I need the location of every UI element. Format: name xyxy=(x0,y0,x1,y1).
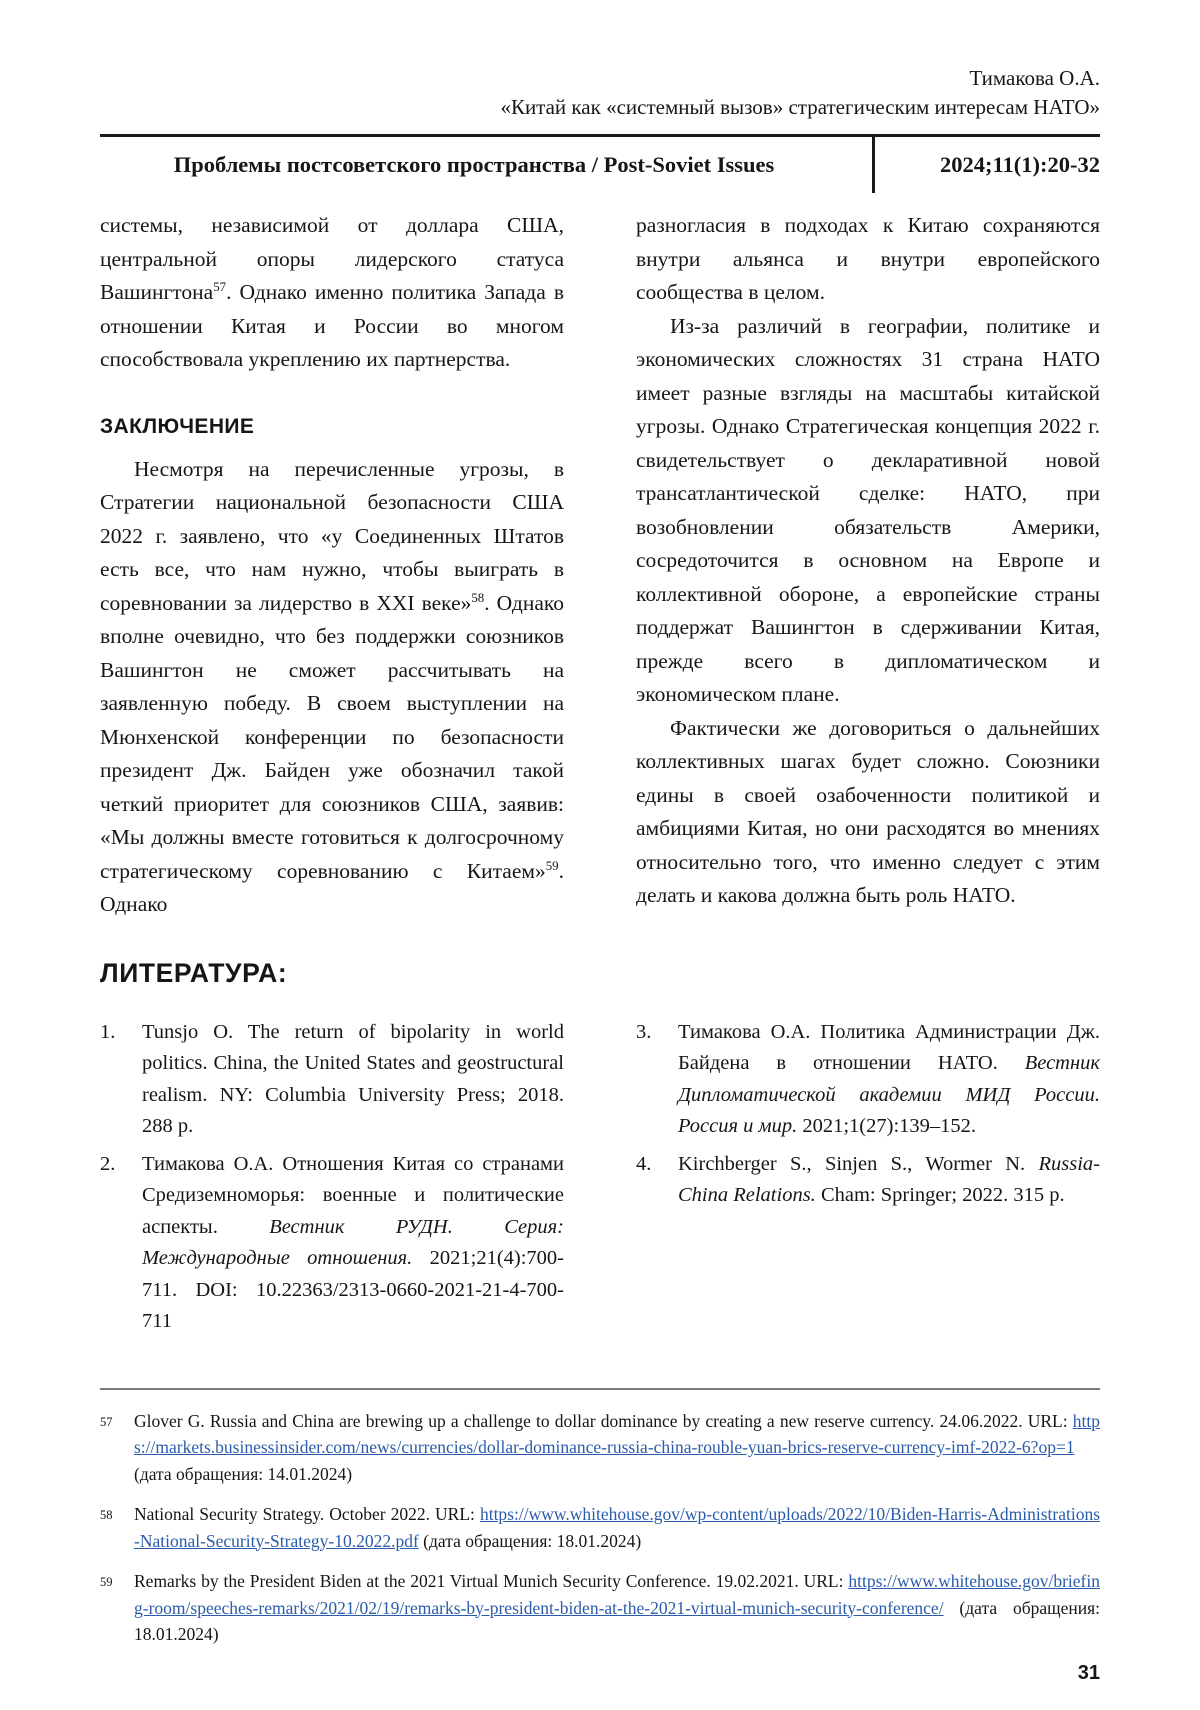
reference-text: Kirchberger S., Sinjen S., Wormer N. Russia-China Relations. Cham: Springer; 2022. 315 p. xyxy=(678,1152,1100,1206)
footnote-text: Remarks by the President Biden at the 2021 Virtual Munich Security Conference. 19.02.2021. URL: https://www.whitehouse.gov/briefing-room/speeches-remarks/2021/02/19/remarks-by-president-biden-at-the-2021-virtual-munich-security-conference/ (дата обращения: 18.01.2024) xyxy=(134,1571,1100,1644)
footnotes-section xyxy=(100,1408,1100,1648)
footnote-divider xyxy=(100,1388,1100,1390)
footnote-reference: 58 xyxy=(471,590,485,605)
body-left-column xyxy=(100,209,564,922)
italic-source-title: Russia-China Relations. xyxy=(678,1152,1100,1206)
footnote-item xyxy=(100,1568,1100,1648)
footnote-number: 58 xyxy=(100,1508,113,1522)
footnote-url-link[interactable]: https://www.whitehouse.gov/wp-content/uploads/2022/10/Biden-Harris-Administrations-National-Security-Strategy-10.2022.pdf xyxy=(134,1504,1100,1551)
references-right-column xyxy=(636,1017,1100,1344)
footnote-number: 59 xyxy=(100,1575,113,1589)
reference-item xyxy=(100,1017,564,1143)
footnote-reference: 59 xyxy=(545,858,559,873)
body-paragraph: разногласия в подходах к Китаю сохраняются внутри альянса и внутри европейского сообщества в целом. xyxy=(636,213,1100,304)
body-columns xyxy=(100,209,1100,922)
body-right-column xyxy=(636,209,1100,922)
reference-text: Тимакова О.А. Политика Администрации Дж. Байдена в отношении НАТО. Вестник Дипломатической академии МИД России. Россия и мир. 2021;1(27):139–152. xyxy=(678,1020,1100,1137)
journal-title: Проблемы постсоветского пространства / Post-Soviet Issues xyxy=(173,152,775,177)
references-section xyxy=(100,1017,1100,1344)
reference-item xyxy=(636,1149,1100,1212)
footnote-item xyxy=(100,1501,1100,1554)
body-paragraph: Из-за различий в географии, политике и экономических сложностях 31 страна НАТО имеет разные взгляды на масштабы китайской угрозы. Однако Стратегическая концепция 2022 г. свидетельствует о декларативной новой трансатлантической сделке: НАТО, при возобновлении обязательств Америки, сосредоточится в основном на Европе и коллективной обороне, а европейские страны поддержат Вашингтон в сдерживании Китая, прежде всего в дипломатическом и экономическом плане. xyxy=(636,313,1100,706)
italic-source-title: Вестник Дипломатической академии МИД России. Россия и мир. xyxy=(678,1052,1100,1137)
footnote-text: National Security Strategy. October 2022. URL: https://www.whitehouse.gov/wp-content/uploads/2022/10/Biden-Harris-Administrations-National-Security-Strategy-10.2022.pdf (дата обращения: 18.01.2024) xyxy=(134,1504,1100,1551)
footnote-number: 57 xyxy=(100,1414,113,1429)
reference-number: 3. xyxy=(636,1020,652,1043)
page-header xyxy=(100,64,1100,122)
footnote-reference: 57 xyxy=(213,279,227,294)
reference-text: Тимакова О.А. Отношения Китая со странами Средиземноморья: военные и политические аспекты. Вестник РУДН. Серия: Международные отношения. 2021;21(4):700-711. DOI: 10.22363/2313-0660-2021-21-4-700-711 xyxy=(142,1152,564,1332)
references-left-column xyxy=(100,1017,564,1344)
header-author: Тимакова О.А. xyxy=(969,66,1100,90)
footnote-url-link[interactable]: https://www.whitehouse.gov/briefing-room/speeches-remarks/2021/02/19/remarks-by-president-biden-at-the-2021-virtual-munich-security-conference/ xyxy=(134,1571,1100,1618)
reference-text: Tunsjo O. The return of bipolarity in world politics. China, the United States and geostructural realism. NY: Columbia University Press; 2018. 288 p. xyxy=(142,1020,564,1137)
header-article-title: «Китай как «системный вызов» стратегическим интересам НАТО» xyxy=(500,95,1100,119)
footnote-url-link[interactable]: https://markets.businessinsider.com/news/currencies/dollar-dominance-russia-china-rouble-yuan-brics-reserve-currency-imf-2022-6?op=1 xyxy=(134,1410,1100,1457)
body-paragraph: Несмотря на перечисленные угрозы, в Стратегии национальной безопасности США 2022 г. заявлено, что «у Соединенных Штатов есть все, что нам нужно, чтобы выиграть в соревновании за лидерство в XXI веке»$^{58}$. Однако вполне очевидно, что без поддержки союзников Вашингтон не сможет рассчитывать на заявленную победу. В своем выступлении на Мюнхенской конференции по безопасности президент Дж. Байден уже обозначил такой четкий приоритет для союзников США, заявив: «Мы должны вместе готовиться к долгосрочному стратегическому соревнованию с Китаем»$^{59}$. Однако xyxy=(100,456,564,916)
reference-number: 4. xyxy=(636,1152,652,1175)
italic-source-title: Вестник РУДН. Серия: Международные отношения. xyxy=(142,1215,564,1269)
issue-number: 2024;11(1):20-32 xyxy=(940,152,1100,177)
section-heading: ЗАКЛЮЧЕНИЕ xyxy=(100,414,255,438)
body-paragraph: Фактически же договориться о дальнейших коллективных шагах будет сложно. Союзники едины в своей озабоченности политикой и амбициями Китая, но они расходятся во мнениях относительно того, что именно следует с этим делать и какова должна быть роль НАТО. xyxy=(636,715,1100,907)
reference-number: 2. xyxy=(100,1152,116,1175)
footnote-item xyxy=(100,1408,1100,1488)
journal-bar xyxy=(100,137,1100,193)
page-number: 31 xyxy=(1077,1661,1100,1684)
body-paragraph: системы, независимой от доллара США, центральной опоры лидерского статуса Вашингтона$^{57}$. Однако именно политика Запада в отношении Китая и России во многом способствовала укреплению их партнерства. xyxy=(100,213,564,371)
reference-item xyxy=(100,1149,564,1338)
footnote-text: Glover G. Russia and China are brewing up a challenge to dollar dominance by creating a new reserve currency. 24.06.2022. URL: https://markets.businessinsider.com/news/currencies/dollar-dominance-russia-china-rouble-yuan-brics-reserve-currency-imf-2022-6?op=1 (дата обращения: 14.01.2024) xyxy=(134,1410,1100,1484)
reference-item xyxy=(636,1017,1100,1143)
literature-heading: ЛИТЕРАТУРА: xyxy=(100,957,288,988)
reference-number: 1. xyxy=(100,1020,116,1043)
